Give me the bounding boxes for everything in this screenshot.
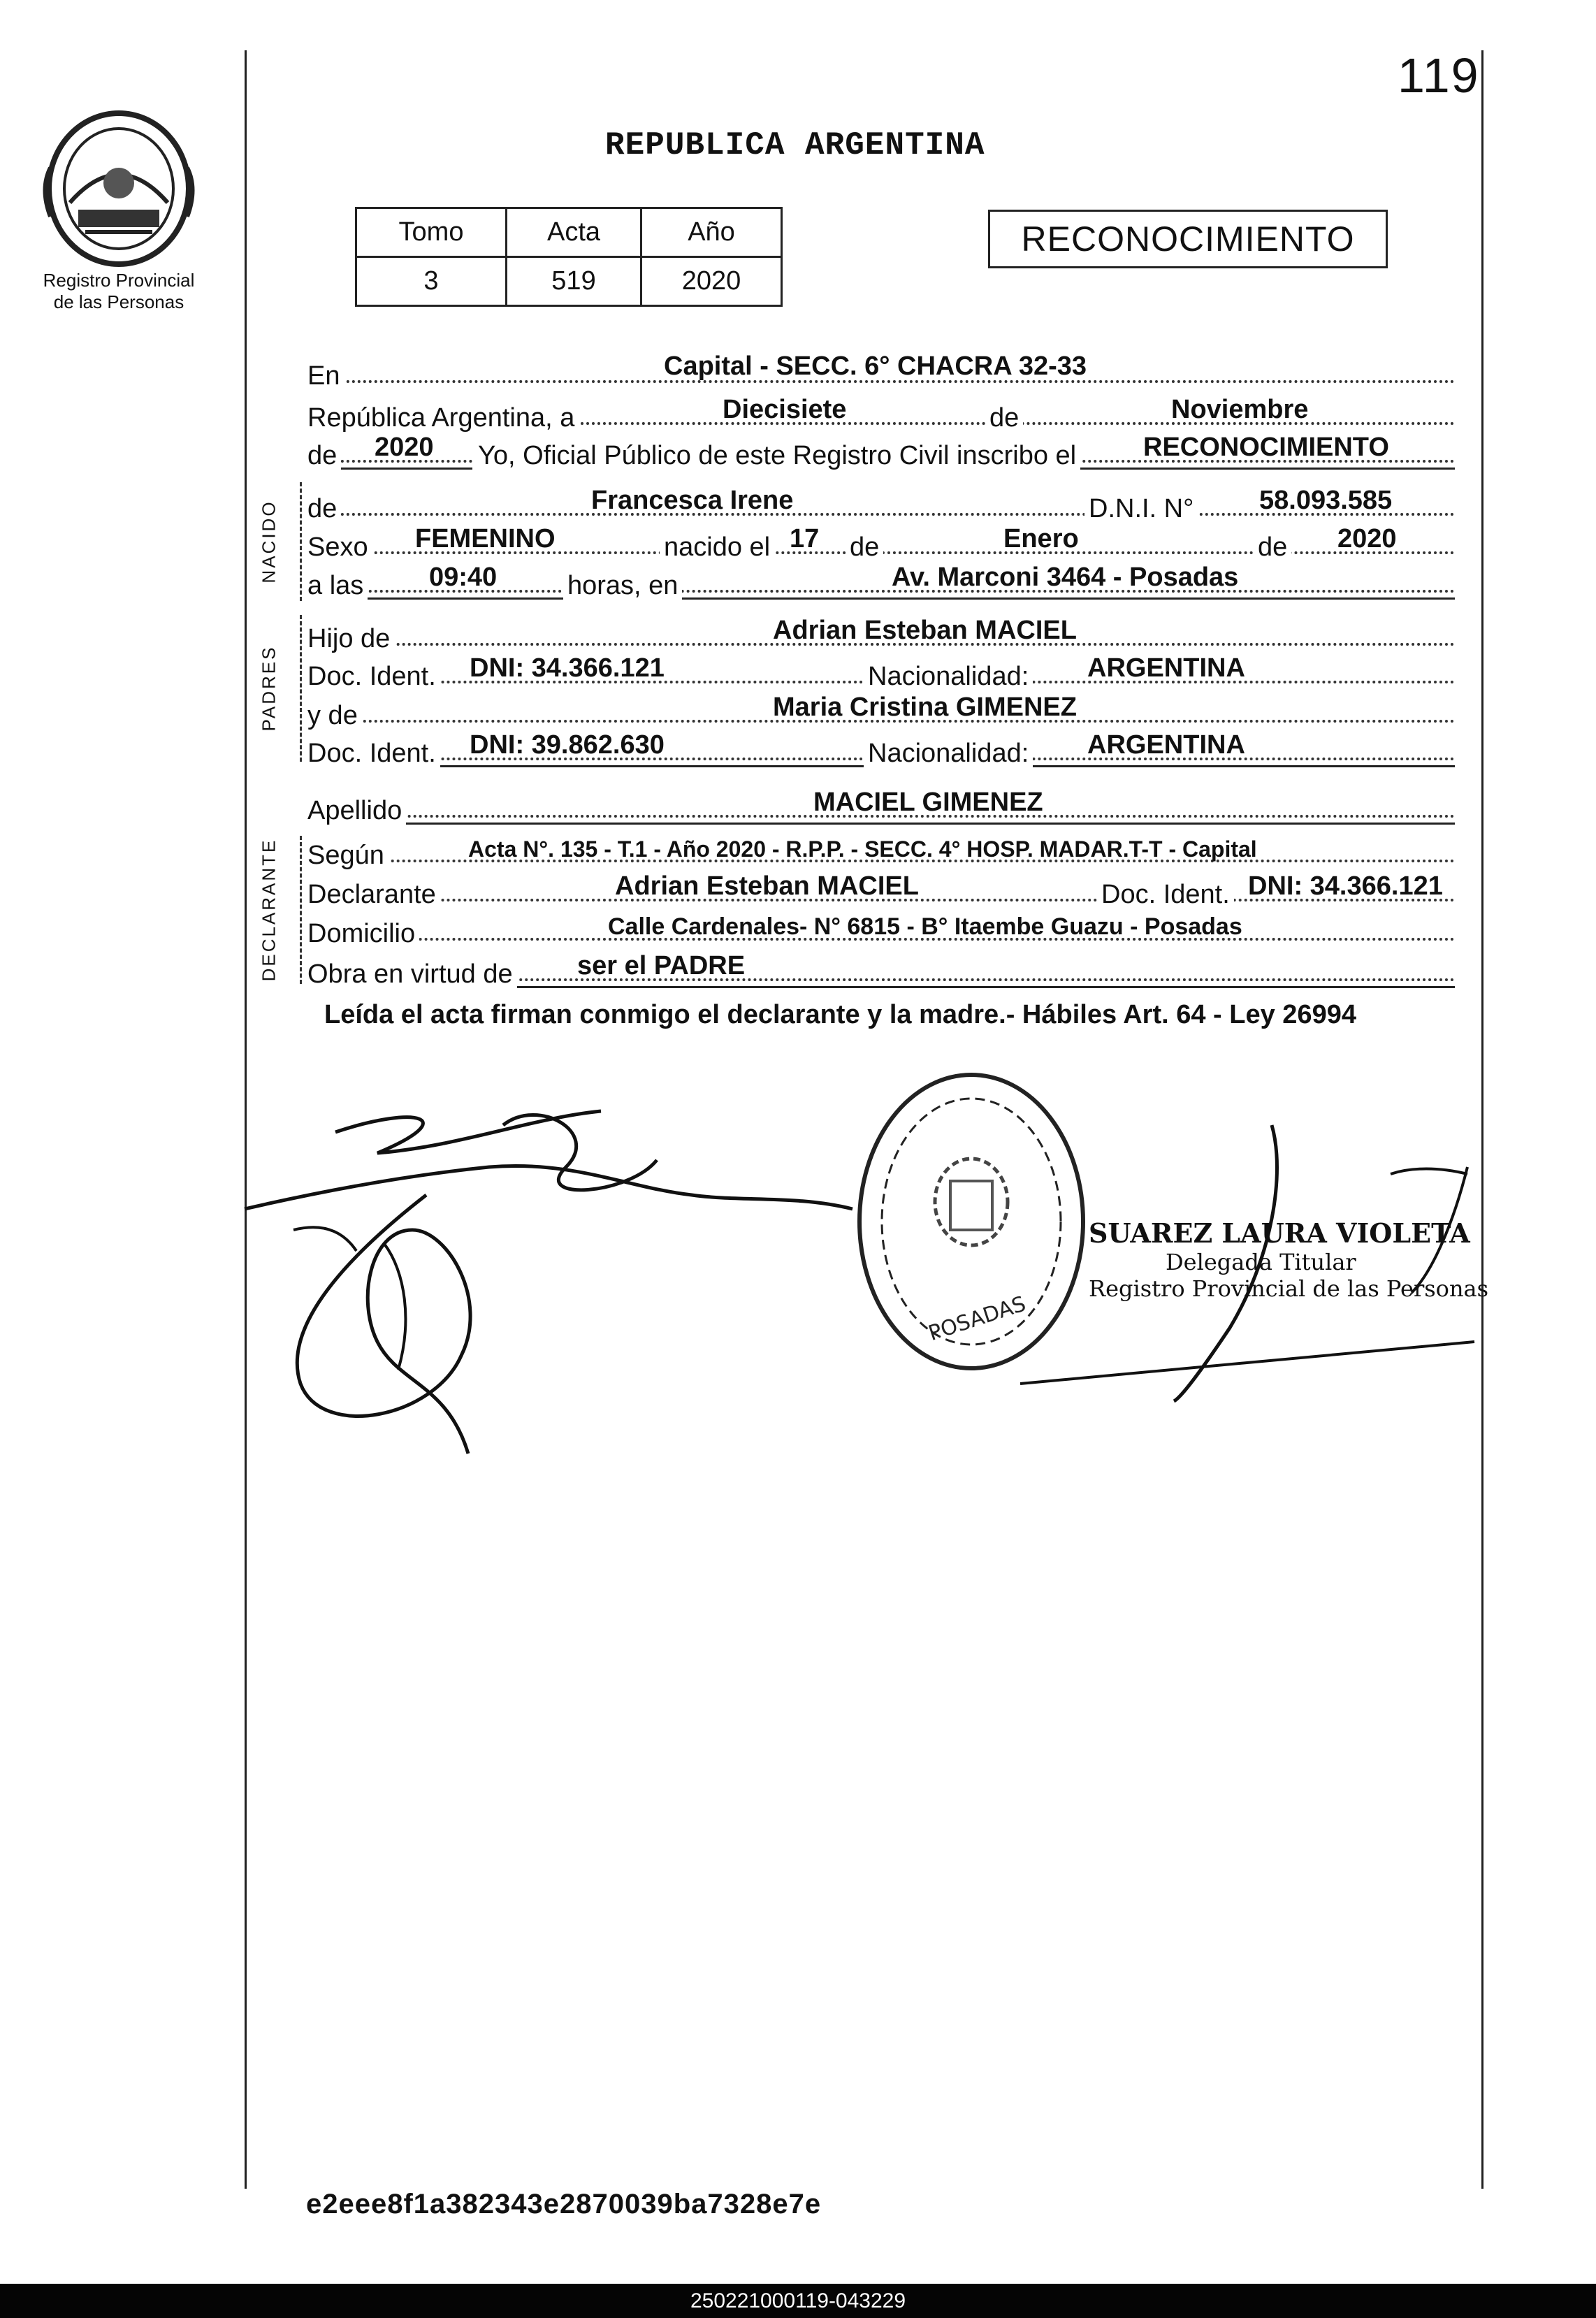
registry-line-1: Registro Provincial [43,270,195,291]
label-de-anio: de [307,441,341,471]
fecha-anio: 2020 [375,433,434,462]
row-nacido-nombre [307,482,1455,524]
section-padres [231,615,307,762]
lugar-value: Capital - SECC. 6° CHACRA 32-33 [664,352,1087,381]
acto-value: RECONOCIMIENTO [1143,433,1389,462]
closing-statement: Leída el acta firman conmigo el declarante y la madre.- Hábiles Art. 64 - Ley 26994 [324,1000,1356,1029]
row-hijo-de [307,612,1455,654]
row-fecha [307,391,1455,433]
row-domicilio [307,907,1455,949]
right-margin-line [1481,50,1483,2189]
section-declarante [231,836,307,984]
label-dni: D.N.I. N° [1084,494,1198,524]
tomo-header: Tomo [356,208,507,257]
label-republica: República Argentina, a [307,403,579,433]
fecha-dia: Diecisiete [723,395,847,424]
label-apellido: Apellido [307,796,406,826]
row-apellido [307,784,1455,826]
tomo-value: 3 [356,257,507,306]
label-hijo-de: Hijo de [307,624,394,654]
registry-line-2: de las Personas [53,291,184,312]
label-sexo: Sexo [307,533,372,563]
padre-nacionalidad: ARGENTINA [1087,653,1245,683]
label-doc-padre: Doc. Ident. [307,662,440,692]
label-nac-padre: Nacionalidad: [864,662,1033,692]
label-horas-en: horas, en [563,571,682,601]
section-declarante-label: DECLARANTE [258,838,280,982]
label-de-mes: de [985,403,1023,433]
registry-name [28,270,210,313]
table-value-row [356,257,782,306]
declarante-doc: DNI: 34.366.121 [1248,871,1443,901]
row-lugar [307,349,1455,391]
texto-inscripcion: Yo, Oficial Público de este Registro Civil inscribo el [472,441,1080,471]
label-de-mes-nac: de [846,533,883,563]
label-nacido-el: nacido el [660,533,774,563]
madre-nombre: Maria Cristina GIMENEZ [773,693,1077,722]
document-hash: e2eee8f1a382343e2870039ba7328e7e [306,2189,822,2219]
nacido-mes: Enero [1003,524,1079,553]
declarante-nombre: Adrian Esteban MACIEL [615,871,919,901]
label-de-nombre: de [307,494,341,524]
nacido-dia: 17 [790,524,820,553]
document-title: REPUBLICA ARGENTINA [605,127,985,164]
nacido-nombre: Francesca Irene [591,486,794,515]
label-en: En [307,361,344,391]
tomo-acta-table [355,207,783,307]
madre-doc: DNI: 39.862.630 [470,730,665,760]
officer-name: SUAREZ LAURA VIOLETA [1089,1217,1470,1249]
domicilio-value: Calle Cardenales- N° 6815 - B° Itaembe Guazu - Posadas [608,913,1242,940]
officer-block [1089,1217,1488,1302]
obra-value: ser el PADRE [577,951,746,980]
row-declarante [307,868,1455,910]
row-nacido-hora [307,559,1455,601]
label-obra: Obra en virtud de [307,959,517,990]
document-type-box: RECONOCIMIENTO [988,210,1388,268]
label-y-de: y de [307,701,362,731]
label-a-las: a las [307,571,368,601]
label-segun: Según [307,841,389,871]
row-nacido-sexo [307,521,1455,563]
row-inscripcion [307,429,1455,471]
svg-text:POSADAS: POSADAS [925,1291,1029,1347]
label-domicilio: Domicilio [307,919,419,949]
table-header-row [356,208,782,257]
segun-value: Acta N°. 135 - T.1 - Año 2020 - R.P.P. - SECC. 4° HOSP. MADAR.T-T - Capital [468,836,1257,862]
section-padres-label: PADRES [258,645,280,732]
row-segun [307,829,1455,871]
officer-org: Registro Provincial de las Personas [1089,1275,1489,1302]
nacido-lugar: Av. Marconi 3464 - Posadas [892,563,1239,592]
label-declarante: Declarante [307,880,440,910]
nacido-sexo: FEMENINO [415,524,556,553]
declarante-signature [238,1090,866,1495]
label-de-anio-nac: de [1254,533,1291,563]
anio-header: Año [641,208,782,257]
madre-nacionalidad: ARGENTINA [1087,730,1245,760]
row-padre-doc [307,650,1455,692]
officer-role: Delegada Titular [1166,1249,1356,1275]
section-nacido-label: NACIDO [258,500,280,584]
row-madre-doc [307,727,1455,769]
apellido-value: MACIEL GIMENEZ [813,788,1043,817]
fecha-mes: Noviembre [1171,395,1309,424]
padre-nombre: Adrian Esteban MACIEL [773,616,1077,645]
footer-id: 250221000119-043229 [690,2289,906,2312]
misiones-seal-logo [36,105,201,270]
row-y-de [307,689,1455,731]
label-doc-madre: Doc. Ident. [307,739,440,769]
row-obra [307,948,1455,990]
anio-value: 2020 [641,257,782,306]
label-doc-declarante: Doc. Ident. [1097,880,1234,910]
nacido-hora: 09:40 [429,563,498,592]
section-nacido [231,482,307,601]
page-number: 119 [1398,48,1480,103]
padre-doc: DNI: 34.366.121 [470,653,665,683]
nacido-dni: 58.093.585 [1259,486,1393,515]
acta-header: Acta [507,208,641,257]
acta-value: 519 [507,257,641,306]
nacido-anio: 2020 [1337,524,1397,553]
label-nac-madre: Nacionalidad: [864,739,1033,769]
